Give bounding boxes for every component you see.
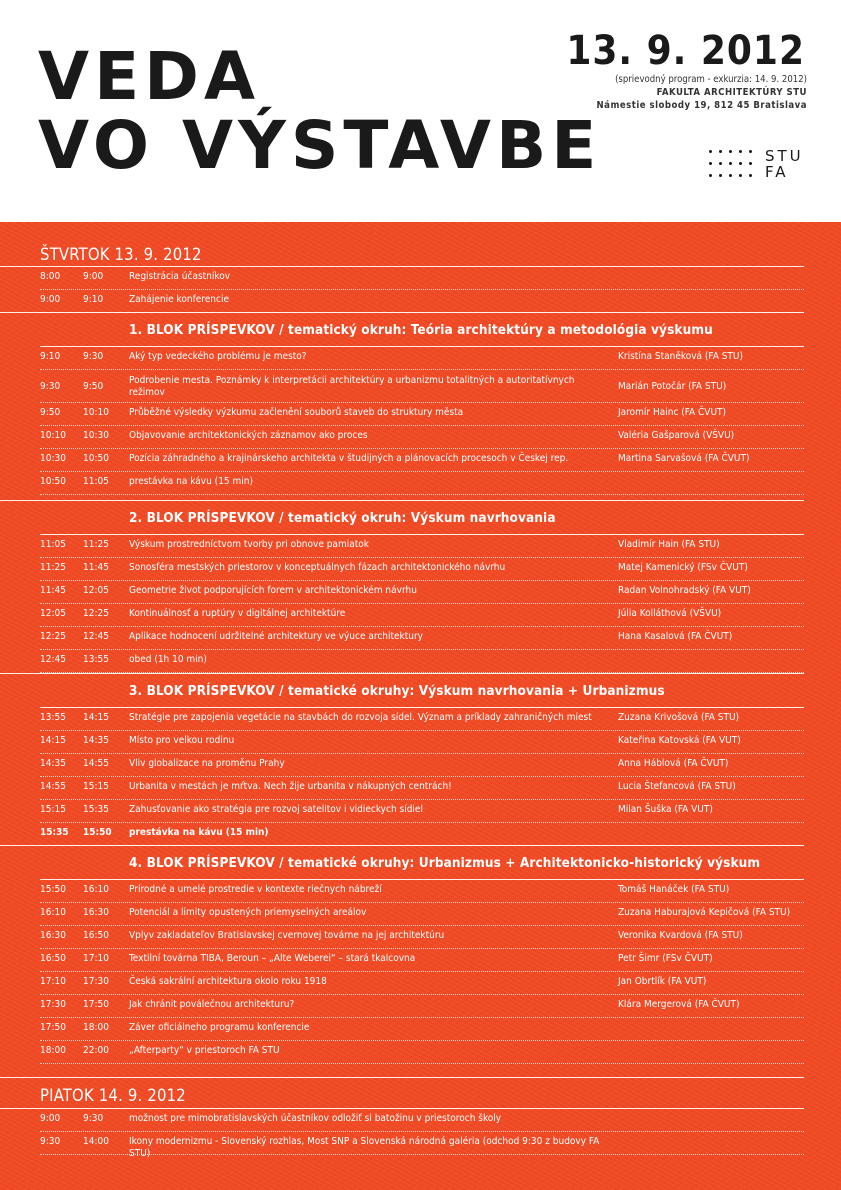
- faculty-name: FAKULTA ARCHITEKTÚRY STU: [656, 87, 807, 98]
- talk-author: Kristína Staněková (FA STU): [618, 351, 743, 362]
- talk-title: Potenciál a limity opustených priemyselných areálov: [129, 907, 367, 918]
- time-to: 15:15: [83, 781, 109, 792]
- talk-title: prestávka na kávu (15 min): [129, 476, 253, 487]
- divider: [0, 266, 804, 267]
- talk-title: Kontinuálnosť a ruptúry v digitálnej architektúre: [129, 608, 346, 619]
- time-from: 12:25: [40, 631, 66, 642]
- divider: [40, 289, 804, 290]
- block-title: 1. BLOK PRÍSPEVKOV / tematický okruh: Teória architektúry a metodológia výskumu: [129, 322, 713, 338]
- talk-author: Júlia Kolláthová (VŠVU): [618, 608, 722, 619]
- schedule-row: [0, 996, 841, 1016]
- schedule-row: [0, 801, 841, 821]
- schedule-row: [0, 950, 841, 970]
- talk-title: Textilní továrna TIBA, Beroun – „Alte Weberei“ – stará tkalcovna: [129, 953, 416, 964]
- talk-title: Výskum prostredníctvom tvorby pri obnove pamiatok: [129, 539, 369, 550]
- talk-author: Radan Volnohradský (FA VUT): [618, 585, 751, 596]
- time-from: 17:30: [40, 999, 66, 1010]
- time-to: 16:10: [83, 884, 109, 895]
- talk-author: Milan Šuška (FA VUT): [618, 804, 713, 815]
- divider: [40, 346, 804, 347]
- schedule-row: [0, 904, 841, 924]
- schedule-row: [0, 1110, 841, 1130]
- time-to: 16:50: [83, 930, 109, 941]
- logo-dots-icon: [709, 148, 757, 184]
- time-to: 14:55: [83, 758, 109, 769]
- time-to: 16:30: [83, 907, 109, 918]
- time-to: 9:30: [83, 351, 104, 362]
- divider: [40, 994, 804, 995]
- divider: [40, 879, 804, 880]
- time-from: 9:30: [40, 1136, 61, 1147]
- talk-author: Valéria Gašparová (VŠVU): [618, 430, 735, 441]
- time-from: 9:10: [40, 351, 61, 362]
- time-from: 17:50: [40, 1022, 66, 1033]
- divider: [40, 626, 804, 627]
- divider: [40, 707, 804, 708]
- schedule-row: [0, 651, 841, 671]
- time-from: 9:00: [40, 294, 61, 305]
- talk-title: Vliv globalizace na proměnu Prahy: [129, 758, 285, 769]
- address: Námestie slobody 19, 812 45 Bratislava: [596, 100, 807, 111]
- talk-title: obed (1h 10 min): [129, 654, 207, 665]
- talk-author: Tomáš Hanáček (FA STU): [618, 884, 730, 895]
- time-to: 15:50: [83, 827, 112, 838]
- schedule-row: [0, 1042, 841, 1062]
- time-from: 8:00: [40, 271, 61, 282]
- schedule-row: [0, 559, 841, 579]
- schedule-row: [0, 605, 841, 625]
- talk-title: „Afterparty“ v priestoroch FA STU: [129, 1045, 280, 1056]
- time-from: 10:50: [40, 476, 66, 487]
- divider: [40, 822, 804, 823]
- talk-author: Marián Potočár (FA STU): [618, 381, 727, 392]
- time-from: 12:45: [40, 654, 66, 665]
- page-title: [38, 38, 602, 184]
- talk-title: Zahusťovanie ako stratégia pre rozvoj satelitov i vidieckych sídiel: [129, 804, 423, 815]
- talk-author: Zuzana Krivošová (FA STU): [618, 712, 740, 723]
- divider: [40, 902, 804, 903]
- time-to: 9:10: [83, 294, 104, 305]
- divider: [40, 925, 804, 926]
- time-from: 9:30: [40, 381, 61, 392]
- divider: [40, 369, 804, 370]
- talk-title: prestávka na kávu (15 min): [129, 827, 269, 838]
- talk-author: Martina Sarvašová (FA ČVUT): [618, 453, 750, 464]
- divider: [0, 1108, 804, 1109]
- schedule-row: [0, 1019, 841, 1039]
- divider: [40, 1154, 804, 1155]
- divider: [40, 1017, 804, 1018]
- time-from: 11:45: [40, 585, 66, 596]
- time-from: 15:50: [40, 884, 66, 895]
- talk-title: Prírodné a umelé prostredie v kontexte riečnych nábreží: [129, 884, 382, 895]
- talk-title: Jak chránit poválečnou architekturu?: [129, 999, 295, 1010]
- talk-author: Klára Mergerová (FA ČVUT): [618, 999, 740, 1010]
- talk-title: Geometrie život podporujících forem v architektonickém návrhu: [129, 585, 417, 596]
- divider: [40, 557, 804, 558]
- schedule-row: [0, 778, 841, 798]
- schedule-row: [0, 473, 841, 493]
- schedule-row: [0, 927, 841, 947]
- divider: [40, 448, 804, 449]
- talk-title: Objavovanie architektonických záznamov ako proces: [129, 430, 368, 441]
- time-from: 11:25: [40, 562, 66, 573]
- time-to: 12:25: [83, 608, 109, 619]
- divider: [0, 845, 804, 846]
- block-title: 4. BLOK PRÍSPEVKOV / tematické okruhy: Urbanizmus + Architektonicko-historický výskum: [129, 855, 761, 871]
- schedule-row: [0, 709, 841, 729]
- time-to: 18:00: [83, 1022, 109, 1033]
- talk-author: Matej Kamenický (FSv ČVUT): [618, 562, 748, 573]
- talk-title: možnost pre mimobratislavských účastníkov odložiť si batožinu v priestoroch školy: [129, 1113, 502, 1124]
- schedule-row: [0, 291, 841, 311]
- block-title: 3. BLOK PRÍSPEVKOV / tematické okruhy: Výskum navrhovania + Urbanizmus: [129, 683, 665, 699]
- time-from: 11:05: [40, 539, 66, 550]
- divider: [0, 673, 804, 674]
- time-from: 15:35: [40, 827, 69, 838]
- day-heading: ŠTVRTOK 13. 9. 2012: [40, 245, 202, 264]
- schedule-row: [0, 582, 841, 602]
- divider: [0, 500, 804, 501]
- time-from: 9:50: [40, 407, 61, 418]
- divider: [40, 580, 804, 581]
- talk-title: Zahájenie konferencie: [129, 294, 229, 305]
- day-heading: PIATOK 14. 9. 2012: [40, 1086, 186, 1105]
- time-to: 10:30: [83, 430, 109, 441]
- title-line-2: VO VÝSTAVBE: [38, 107, 602, 184]
- divider: [0, 312, 804, 313]
- divider: [40, 799, 804, 800]
- schedule-row: [0, 1133, 841, 1159]
- talk-title: Ikony modernizmu - Slovenský rozhlas, Most SNP a Slovenská národná galéria (odchod 9:30 z budovy FA STU): [129, 1136, 600, 1159]
- time-from: 14:15: [40, 735, 66, 746]
- talk-title: Stratégie pre zapojenia vegetácie na stavbách do rozvoja sídel. Význam a príklady zahraničných miest: [129, 712, 592, 723]
- time-to: 10:50: [83, 453, 109, 464]
- divider: [40, 971, 804, 972]
- schedule-row: [0, 268, 841, 288]
- time-to: 22:00: [83, 1045, 109, 1056]
- time-from: 10:30: [40, 453, 66, 464]
- time-to: 12:45: [83, 631, 109, 642]
- time-from: 14:55: [40, 781, 66, 792]
- divider: [40, 603, 804, 604]
- time-to: 11:45: [83, 562, 109, 573]
- talk-author: Veronika Kvardová (FA STU): [618, 930, 743, 941]
- schedule-row: [0, 536, 841, 556]
- schedule-row: [0, 824, 841, 844]
- time-to: 13:55: [83, 654, 109, 665]
- time-to: 15:35: [83, 804, 109, 815]
- schedule-row: [0, 732, 841, 752]
- talk-title: Pozícia záhradného a krajinárskeho architekta v študijných a plánovacích procesoch v Českej rep.: [129, 453, 569, 464]
- divider: [40, 402, 804, 403]
- talk-title: Aplikace hodnocení udržitelné architektury ve výuce architektury: [129, 631, 423, 642]
- time-to: 17:30: [83, 976, 109, 987]
- time-to: 14:15: [83, 712, 109, 723]
- time-to: 12:05: [83, 585, 109, 596]
- stu-fa-logo: [709, 148, 809, 184]
- divider: [0, 1077, 804, 1078]
- time-to: 10:10: [83, 407, 109, 418]
- side-program: (sprievodný program - exkurzia: 14. 9. 2012): [615, 74, 807, 85]
- title-line-1: VEDA: [38, 38, 261, 115]
- time-from: 9:00: [40, 1113, 61, 1124]
- divider: [40, 534, 804, 535]
- talk-author: Zuzana Haburajová Kepičová (FA STU): [618, 907, 791, 918]
- divider: [40, 948, 804, 949]
- schedule-row: [0, 628, 841, 648]
- talk-author: Anna Háblová (FA ČVUT): [618, 758, 729, 769]
- talk-author: Jaromír Hainc (FA ČVUT): [618, 407, 727, 418]
- divider: [40, 649, 804, 650]
- time-to: 9:50: [83, 381, 104, 392]
- schedule-row: [0, 881, 841, 901]
- divider: [40, 1131, 804, 1132]
- event-info: [597, 73, 807, 112]
- talk-title: Podrobenie mesta. Poznámky k interpretácii architektúry a urbanizmu totalitných a autoritatívnych režimov: [129, 375, 575, 398]
- event-date: 13. 9. 2012: [566, 28, 805, 74]
- time-to: 14:35: [83, 735, 109, 746]
- time-from: 12:05: [40, 608, 66, 619]
- talk-author: Petr Šimr (FSv ČVUT): [618, 953, 713, 964]
- divider: [40, 753, 804, 754]
- schedule-row: [0, 450, 841, 470]
- time-to: 17:50: [83, 999, 109, 1010]
- time-from: 15:15: [40, 804, 66, 815]
- talk-title: Urbanita v mestách je mŕtva. Nech žije urbanita v nákupných centrách!: [129, 781, 452, 792]
- talk-title: Místo pro velkou rodinu: [129, 735, 235, 746]
- talk-title: Průběžné výsledky výzkumu začlenění souborů staveb do struktury města: [129, 407, 464, 418]
- schedule-row: [0, 755, 841, 775]
- talk-author: Kateřina Katovská (FA VUT): [618, 735, 741, 746]
- logo-text-fa: FA: [765, 163, 789, 181]
- time-to: 9:00: [83, 271, 104, 282]
- time-from: 18:00: [40, 1045, 66, 1056]
- header: [0, 0, 841, 222]
- talk-author: Hana Kasalová (FA ČVUT): [618, 631, 733, 642]
- time-from: 16:10: [40, 907, 66, 918]
- divider: [40, 494, 804, 495]
- schedule-row: [0, 348, 841, 368]
- time-from: 17:10: [40, 976, 66, 987]
- divider: [40, 425, 804, 426]
- talk-author: Vladimír Hain (FA STU): [618, 539, 720, 550]
- talk-author: Lucia Štefancová (FA STU): [618, 781, 736, 792]
- divider: [40, 1063, 804, 1064]
- block-title: 2. BLOK PRÍSPEVKOV / tematický okruh: Výskum navrhovania: [129, 510, 556, 526]
- time-from: 16:30: [40, 930, 66, 941]
- time-from: 16:50: [40, 953, 66, 964]
- talk-title: Vplyv zakladateľov Bratislavskej cvernovej továrne na jej architektúru: [129, 930, 445, 941]
- time-to: 11:25: [83, 539, 109, 550]
- talk-title: Sonosféra mestských priestorov v konceptuálnych fázach architektonického návrhu: [129, 562, 506, 573]
- time-from: 13:55: [40, 712, 66, 723]
- time-from: 10:10: [40, 430, 66, 441]
- divider: [40, 1040, 804, 1041]
- schedule-row: [0, 371, 841, 401]
- talk-title: Záver oficiálneho programu konferencie: [129, 1022, 310, 1033]
- time-to: 14:00: [83, 1136, 109, 1147]
- divider: [40, 730, 804, 731]
- time-to: 17:10: [83, 953, 109, 964]
- talk-author: Jan Obrtlík (FA VUT): [618, 976, 707, 987]
- schedule-row: [0, 973, 841, 993]
- logo-text-stu: STU: [765, 147, 804, 165]
- talk-title: Aký typ vedeckého problému je mesto?: [129, 351, 307, 362]
- schedule-row: [0, 427, 841, 447]
- schedule-row: [0, 404, 841, 424]
- time-to: 11:05: [83, 476, 109, 487]
- talk-title: Registrácia účastníkov: [129, 271, 231, 282]
- time-from: 14:35: [40, 758, 66, 769]
- divider: [40, 776, 804, 777]
- time-to: 9:30: [83, 1113, 104, 1124]
- talk-title: Česká sakrální architektura okolo roku 1918: [129, 976, 327, 987]
- divider: [40, 471, 804, 472]
